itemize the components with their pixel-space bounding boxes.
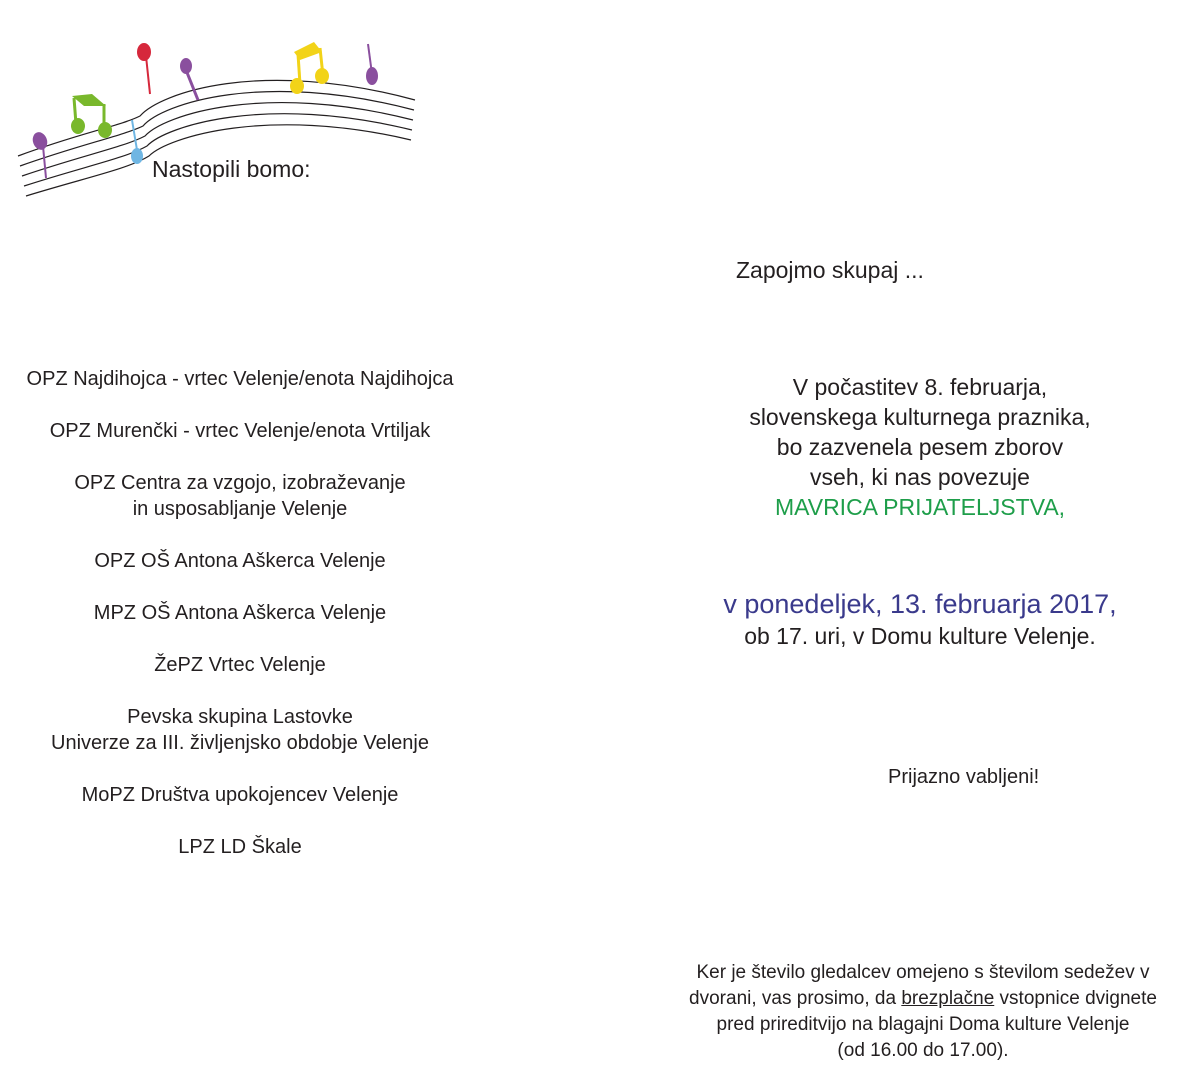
purple-note-icon (30, 130, 49, 178)
performer-name: Pevska skupina Lastovke (127, 706, 353, 728)
honour-line: bo zazvenela pesem zborov (776, 434, 1064, 460)
ticket-notice (640, 960, 1200, 1064)
notice-line: (od 16.00 do 17.00). (837, 1040, 1009, 1061)
purple-note-icon (366, 44, 378, 85)
honour-line: V počastitev 8. februarja, (792, 374, 1048, 400)
performer-name: MPZ OŠ Antona Aškerca Velenje (93, 602, 387, 624)
performer-name: MoPZ Društva upokojencev Velenje (81, 784, 399, 806)
free-tickets-emphasis: brezplačne (901, 988, 995, 1009)
sing-together-heading: Zapojmo skupaj ... (736, 257, 924, 283)
honour-line: vseh, ki nas povezuje (810, 464, 1030, 490)
green-note-icon (71, 94, 112, 138)
performer-name: LPZ LD Škale (178, 836, 302, 858)
performer-name: ŽePZ Vrtec Velenje (154, 654, 326, 676)
welcome-text: Prijazno vabljeni! (888, 766, 1040, 788)
performer-item (0, 600, 480, 626)
red-note-icon (137, 43, 151, 94)
yellow-note-icon (290, 42, 329, 94)
performer-name: OPZ Najdihojca - vrtec Velenje/enota Najdihojca (26, 368, 454, 390)
honour-text (640, 372, 1200, 522)
performer-item (0, 652, 480, 678)
performer-name: OPZ Centra za vzgojo, izobraževanje (74, 472, 406, 494)
performers-heading: Nastopili bomo: (152, 156, 311, 182)
performers-list (0, 366, 480, 886)
performer-name-continued: in usposabljanje Velenje (132, 498, 348, 520)
performer-name: OPZ Murenčki - vrtec Velenje/enota Vrtiljak (49, 420, 431, 442)
performer-name-continued: Univerze za III. življenjsko obdobje Velenje (51, 732, 429, 754)
performer-item (0, 834, 480, 860)
honour-line: slovenskega kulturnega praznika, (749, 404, 1091, 430)
notice-line: Ker je število gledalcev omejeno s številom sedežev v (696, 962, 1150, 983)
event-time-place: ob 17. uri, v Domu kulture Velenje. (744, 623, 1096, 649)
performer-item (0, 548, 480, 574)
notice-text: dvorani, vas prosimo, da (689, 988, 902, 1009)
event-date: v ponedeljek, 13. februarja 2017, (723, 589, 1117, 619)
performer-name: OPZ OŠ Antona Aškerca Velenje (94, 550, 386, 572)
performer-item (0, 782, 480, 808)
notice-line: pred prireditvijo na blagajni Doma kulture Velenje (716, 1014, 1130, 1035)
performer-item (0, 366, 480, 392)
notice-line (640, 986, 1200, 1012)
notice-text: vstopnice dvignete (994, 988, 1157, 1009)
friendship-title: MAVRICA PRIJATELJSTVA, (774, 494, 1066, 520)
performer-item (0, 418, 480, 444)
performer-item (0, 470, 480, 522)
performer-item (0, 704, 480, 756)
